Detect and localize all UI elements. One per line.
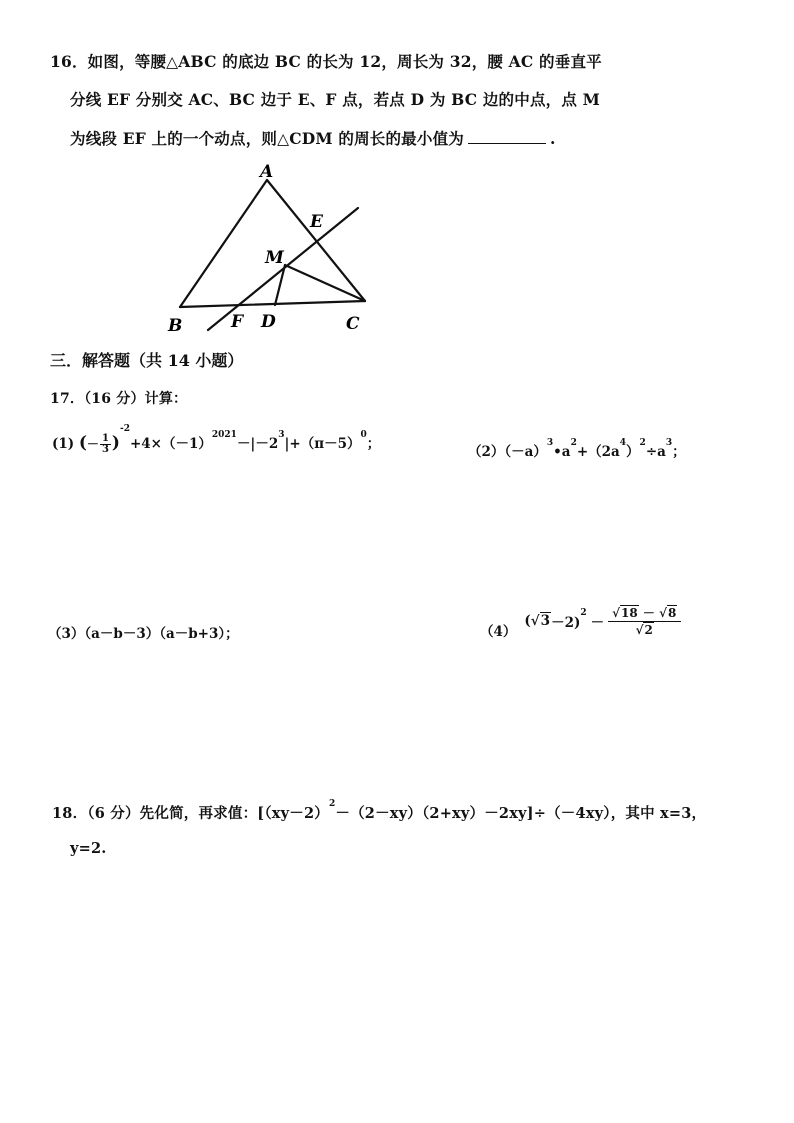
side-bc (180, 301, 365, 307)
segment-mc (285, 265, 365, 301)
label-m: M (265, 248, 284, 268)
p1-fraction: $\frac{1}{3}$ (101, 433, 109, 455)
section-title: 三．解答题（共 14 小题） (50, 351, 244, 370)
q17-part3: （3）（a－b－3）（a－b+3）； (48, 626, 239, 642)
q17-part1: (1) (－ $\frac{1}{3}$ )$^{-2}+4\times(-1)^{2021}-|-2^3|+(\pi-5)^0$； (52, 423, 381, 455)
p4-fraction: $\frac{√18 - √8}{√2}$ (608, 605, 681, 638)
label-a: A (260, 162, 274, 182)
q16-line1: 16．如图，等腰△ABC 的底边 BC 的长为 12，周长为 32，腰 AC 的垂直平 (50, 52, 602, 71)
q16-line3-period: . (549, 129, 556, 148)
side-ab (180, 180, 267, 307)
q18-line1: 18．（6 分）先化简，再求值：$[(xy-2)^2-(2-xy)(2+xy)-2xy]\div(-4xy)$，其中 x=3， (52, 799, 707, 822)
q16-line3-text: 为线段 EF 上的一个动点，则△CDM 的周长的最小值为 (70, 129, 464, 148)
q17-part4: （4） ( √3 －2) $^2$ － $\frac{√18 - √8}{√2}$ (480, 602, 681, 640)
label-b: B (168, 316, 183, 336)
q17-header: 17．（16 分）计算： (50, 391, 188, 407)
p1-label: (1) (52, 436, 75, 452)
answer-blank[interactable] (468, 131, 546, 144)
q18-line2: y=2. (70, 840, 107, 857)
q16-line3 (70, 127, 556, 149)
side-ac (267, 180, 365, 301)
q16-line2: 分线 EF 分别交 AC、BC 边于 E、F 点，若点 D 为 BC 边的中点，点 M (70, 90, 601, 109)
label-f: F (231, 312, 244, 332)
triangle-figure (160, 155, 390, 340)
label-c: C (346, 314, 360, 334)
label-e: E (310, 212, 323, 232)
label-d: D (261, 312, 276, 332)
q17-part2: $(2)(-a)^3•a^2+(2a^4)^2\div a^3$； (468, 437, 686, 460)
